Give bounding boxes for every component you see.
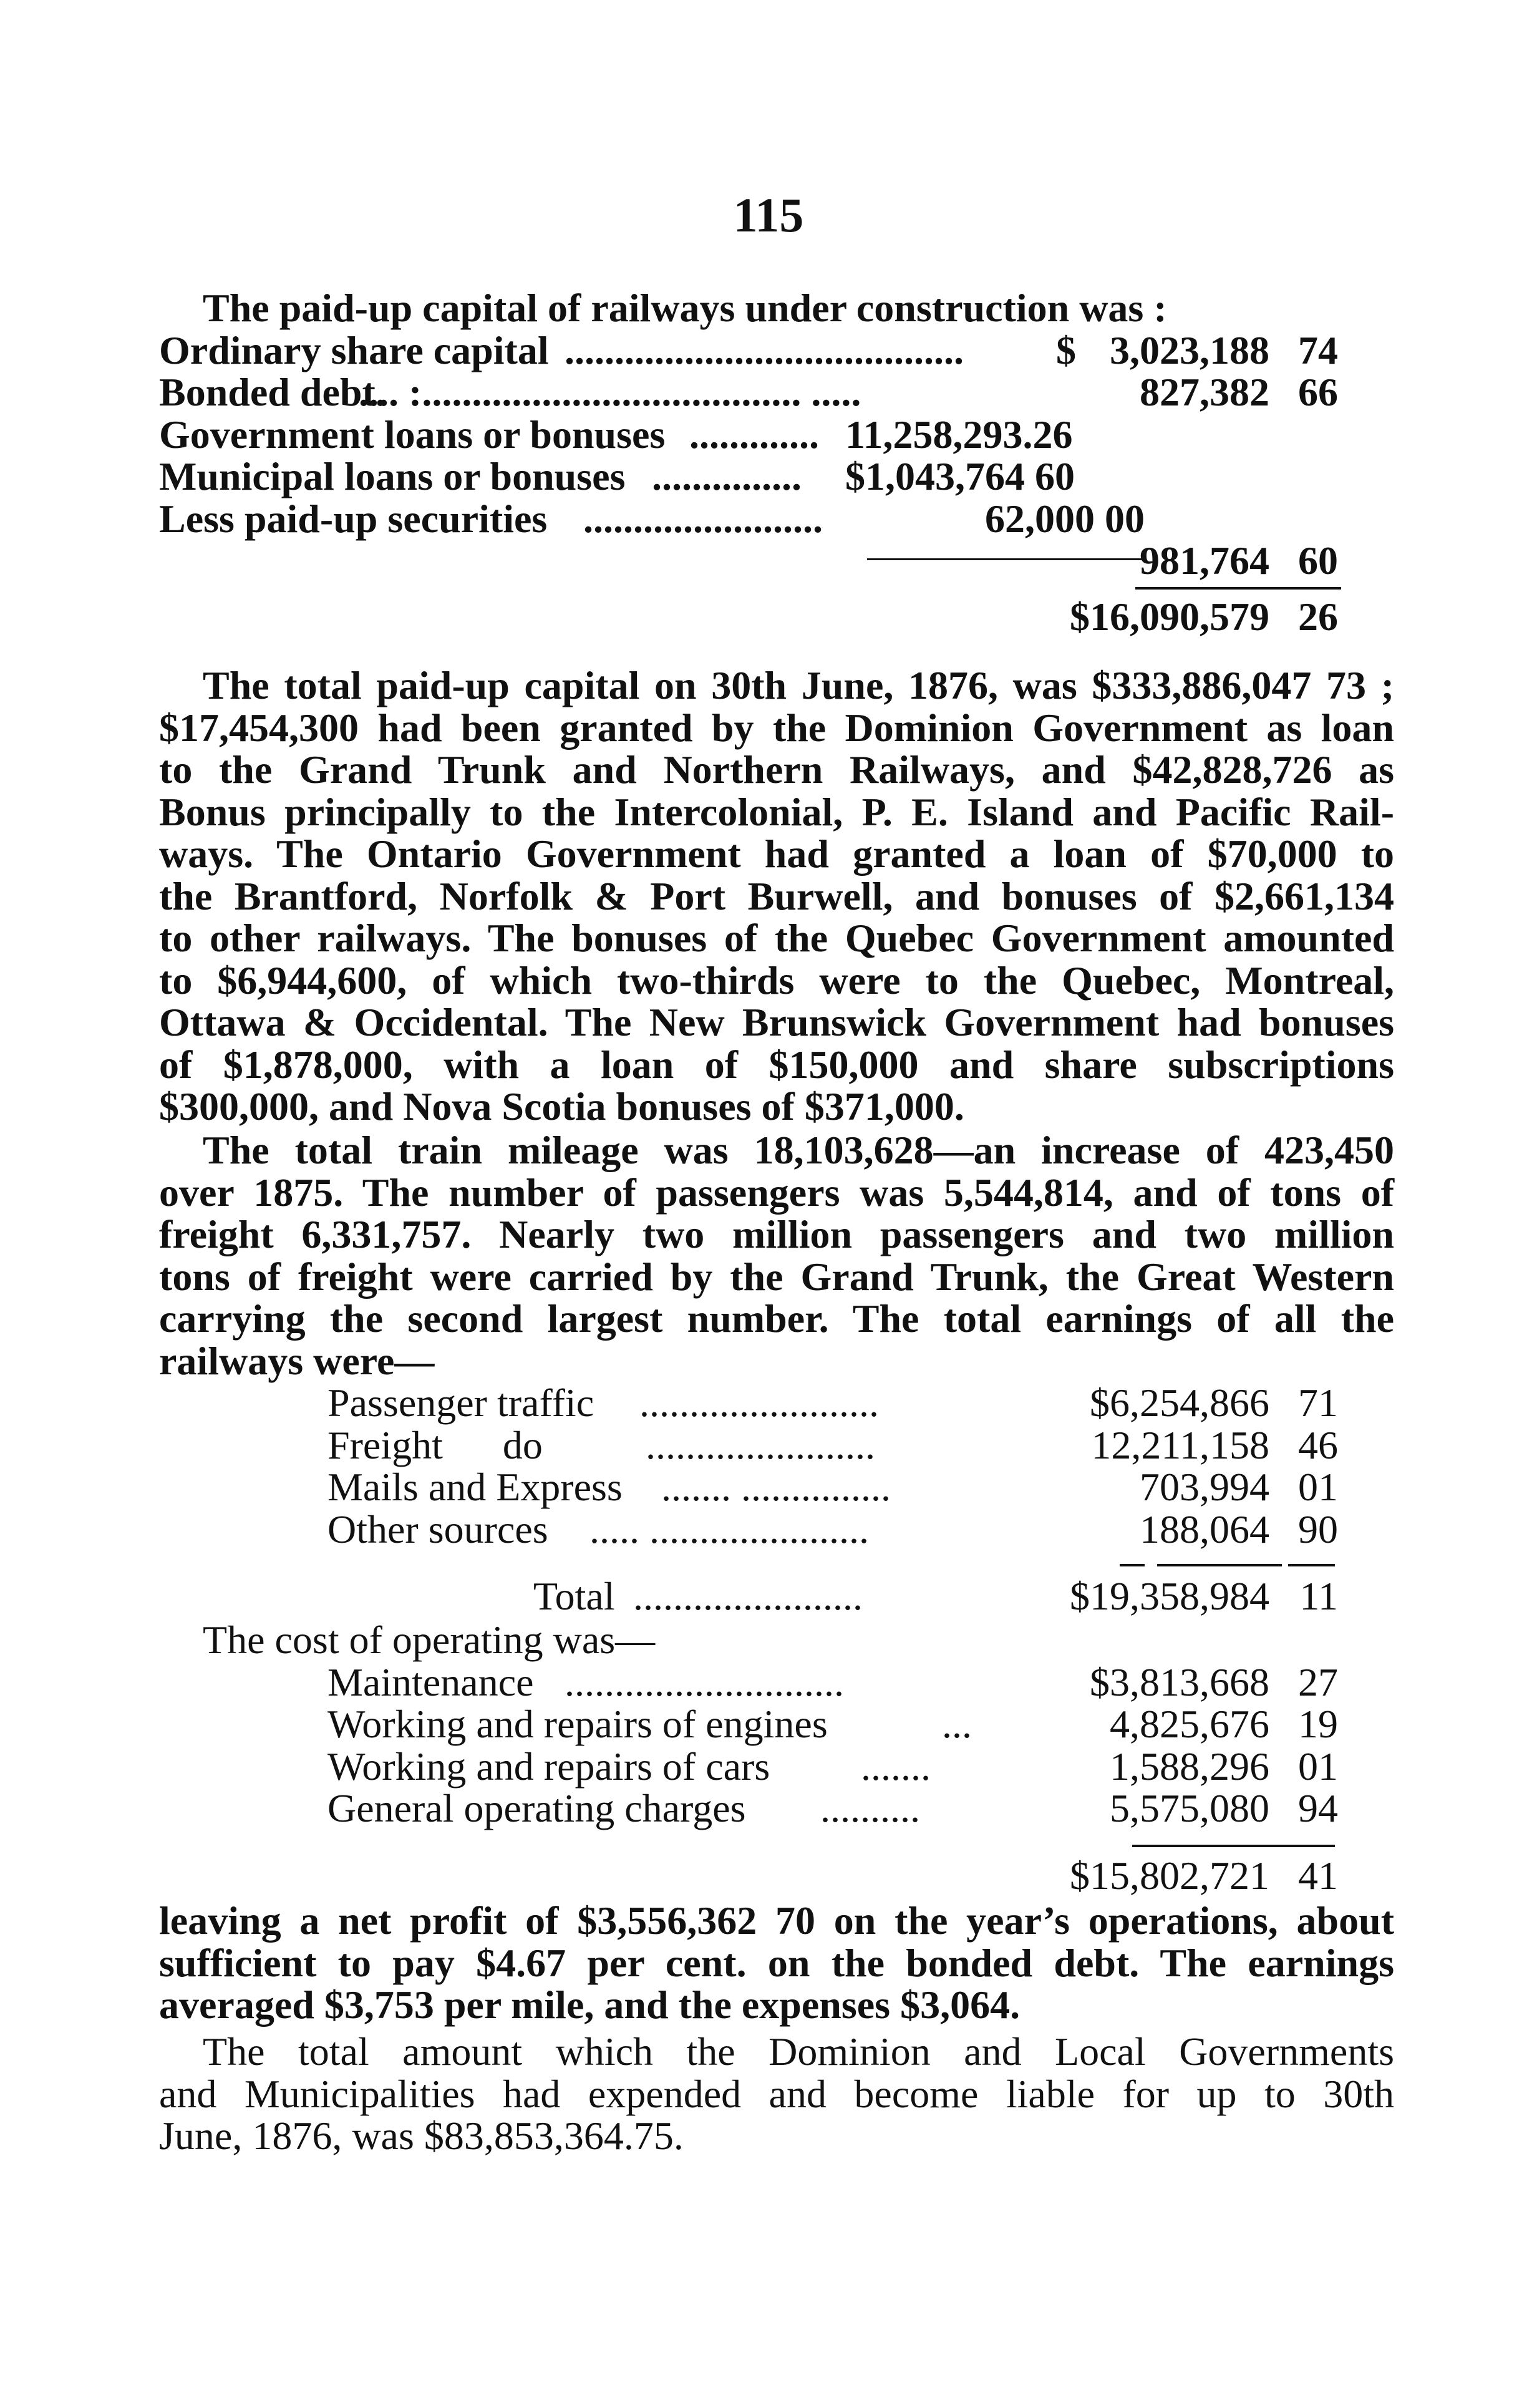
capital-row-municipal bbox=[159, 455, 1394, 498]
earnings-row bbox=[159, 1382, 1394, 1424]
capital-row-government bbox=[159, 414, 1394, 456]
earnings-label: Other sources bbox=[327, 1507, 548, 1551]
capital-row-ordinary bbox=[159, 329, 1394, 372]
text-line: The total amount which the Dominion and Local Governments bbox=[203, 2029, 1394, 2074]
dollar-sign: $ bbox=[1056, 328, 1076, 372]
text-line: $300,000, and Nova Scotia bonuses of $371,000. bbox=[159, 1084, 964, 1129]
text-line: The total train mileage was 18,103,628—an increase of 423,450 bbox=[203, 1128, 1394, 1172]
costs-cents: 01 bbox=[1298, 1744, 1338, 1789]
capital-row-total bbox=[159, 582, 1394, 638]
text-line: June, 1876, was $83,853,364.75. bbox=[159, 2114, 684, 2158]
earnings-label: Mails and Express bbox=[327, 1465, 623, 1509]
total-rule bbox=[1132, 1845, 1335, 1847]
leader-dots: ..... ...................... bbox=[589, 1507, 869, 1551]
paragraph-total-amount bbox=[159, 2031, 1394, 2157]
earnings-amount: 703,994 bbox=[1140, 1465, 1269, 1509]
earnings-cents: 71 bbox=[1298, 1381, 1338, 1425]
leader-dots: .... :...................................... ..... bbox=[359, 370, 861, 414]
earnings-amount: 188,064 bbox=[1140, 1507, 1269, 1551]
costs-row bbox=[159, 1661, 1394, 1704]
capital-row-label: Government loans or bonuses bbox=[159, 412, 666, 457]
earnings-total-row bbox=[159, 1575, 1394, 1618]
costs-cents: 19 bbox=[1298, 1702, 1338, 1746]
text-line: Bonus principally to the Intercolonial, P. E. Island and Pacific Rail- bbox=[159, 789, 1394, 834]
leader-dots: ........................................ bbox=[565, 328, 964, 372]
text-line: ways. The Ontario Government had granted a loan of $70,000 to bbox=[159, 832, 1394, 876]
capital-row-net bbox=[159, 540, 1394, 582]
earnings-cents: 01 bbox=[1298, 1465, 1338, 1509]
leader-dots: ........................ bbox=[583, 496, 823, 541]
leader-dots: ....................... bbox=[646, 1422, 875, 1467]
text-line: sufficient to pay $4.67 per cent. on the bonded debt. The earnings bbox=[159, 1940, 1394, 1985]
capital-row-bonded bbox=[159, 371, 1394, 414]
earnings-table bbox=[159, 1382, 1394, 1618]
costs-label: General operating charges bbox=[327, 1786, 746, 1830]
costs-label: Maintenance bbox=[327, 1659, 534, 1704]
capital-intro bbox=[159, 287, 1394, 329]
costs-total-cents: 41 bbox=[1298, 1853, 1338, 1898]
paragraph-mileage bbox=[159, 1129, 1394, 1382]
text-line: over 1875. The number of passengers was 5,544,814, and of tons of bbox=[159, 1170, 1394, 1215]
leader-dots: ....... ............... bbox=[661, 1465, 891, 1509]
earnings-total-label: Total bbox=[533, 1574, 615, 1618]
total-rule bbox=[1288, 1564, 1335, 1566]
text-line: to the Grand Trunk and Northern Railways, and $42,828,726 as bbox=[159, 747, 1394, 792]
text-line: averaged $3,753 per mile, and the expenses $3,064. bbox=[159, 1983, 1021, 2027]
capital-row-amount: 827,382 bbox=[1140, 370, 1269, 414]
costs-cents: 94 bbox=[1298, 1786, 1338, 1830]
costs-intro-text: The cost of operating was— bbox=[203, 1618, 656, 1662]
capital-row-subtotal: $1,043,764 60 bbox=[845, 454, 1075, 498]
leader-dots: ........................ bbox=[639, 1381, 879, 1425]
capital-row-subtotal: 62,000 00 bbox=[985, 496, 1145, 541]
costs-row bbox=[159, 1787, 1394, 1830]
earnings-row bbox=[159, 1466, 1394, 1508]
costs-amount: 5,575,080 bbox=[1110, 1786, 1269, 1830]
leader-dots: ... bbox=[942, 1702, 972, 1746]
capital-row-label: Ordinary share capital bbox=[159, 328, 549, 372]
text-line: $17,454,300 had been granted by the Dominion Government as loan bbox=[159, 705, 1394, 750]
paragraph-capital-total bbox=[159, 664, 1394, 1128]
text-line: carrying the second largest number. The total earnings of all the bbox=[159, 1296, 1394, 1341]
costs-row bbox=[159, 1703, 1394, 1745]
capital-row-amount: 3,023,188 bbox=[1110, 328, 1269, 372]
capital-section bbox=[159, 287, 1394, 638]
costs-label: Working and repairs of engines bbox=[327, 1702, 828, 1746]
text-line: the Brantford, Norfolk & Port Burwell, and bonuses of $2,661,134 bbox=[159, 873, 1394, 918]
text-line: leaving a net profit of $3,556,362 70 on the year’s operations, about bbox=[159, 1898, 1394, 1943]
leader-dots: ............................ bbox=[565, 1659, 844, 1704]
earnings-row bbox=[159, 1424, 1394, 1467]
earnings-amount: $6,254,866 bbox=[1090, 1381, 1269, 1425]
text-line: railways were— bbox=[159, 1338, 435, 1383]
costs-row bbox=[159, 1745, 1394, 1788]
earnings-rule-row bbox=[159, 1550, 1394, 1575]
costs-label: Working and repairs of cars bbox=[327, 1744, 770, 1789]
earnings-label: Passenger traffic bbox=[327, 1381, 594, 1425]
earnings-total-cents: 11 bbox=[1299, 1574, 1338, 1618]
capital-row-label: Bonded debt. bbox=[159, 370, 385, 414]
capital-row-cents: 74 bbox=[1298, 328, 1338, 372]
text-line: and Municipalities had expended and become liable for up to 30th bbox=[159, 2071, 1394, 2116]
text-line: freight 6,331,757. Nearly two million passengers and two million bbox=[159, 1212, 1394, 1256]
leader-dots: ............. bbox=[689, 412, 819, 457]
costs-amount: 4,825,676 bbox=[1110, 1702, 1269, 1746]
capital-row-cents: 66 bbox=[1298, 370, 1338, 414]
costs-amount: $3,813,668 bbox=[1090, 1659, 1269, 1704]
capital-row-label: Municipal loans or bonuses bbox=[159, 454, 626, 498]
leader-dots: ....... bbox=[861, 1744, 931, 1789]
rule-dash bbox=[1120, 1564, 1145, 1566]
text-line: to other railways. The bonuses of the Quebec Government amounted bbox=[159, 916, 1394, 960]
earnings-row bbox=[159, 1508, 1394, 1551]
earnings-cents: 90 bbox=[1298, 1507, 1338, 1551]
text-line: Ottawa & Occidental. The New Brunswick Government had bonuses bbox=[159, 1000, 1394, 1044]
capital-row-less bbox=[159, 498, 1394, 540]
costs-cents: 27 bbox=[1298, 1659, 1338, 1704]
total-rule bbox=[1135, 587, 1341, 590]
text-line: The total paid-up capital on 30th June, 1876, was $333,886,047 73 ; bbox=[203, 663, 1394, 707]
capital-row-subtotal: 11,258,293.26 bbox=[845, 412, 1073, 457]
capital-net-amount: 981,764 bbox=[1140, 538, 1269, 583]
earnings-label: Freight do bbox=[327, 1422, 543, 1467]
earnings-cents: 46 bbox=[1298, 1422, 1338, 1467]
total-rule bbox=[1157, 1564, 1282, 1566]
leader-dots: .......... bbox=[820, 1786, 920, 1830]
costs-total-amount: $15,802,721 bbox=[1070, 1853, 1269, 1898]
costs-amount: 1,588,296 bbox=[1110, 1744, 1269, 1789]
capital-intro-text: The paid-up capital of railways under construction was : bbox=[203, 286, 1167, 330]
text-line: to $6,944,600, of which two-thirds were to the Quebec, Montreal, bbox=[159, 958, 1394, 1003]
capital-total-cents: 26 bbox=[1298, 594, 1338, 639]
costs-total-row bbox=[159, 1855, 1394, 1897]
costs-intro bbox=[159, 1619, 1394, 1661]
earnings-total-amount: $19,358,984 bbox=[1070, 1574, 1269, 1618]
text-line: of $1,878,000, with a loan of $150,000 and share subscriptions bbox=[159, 1042, 1394, 1087]
costs-rule-row bbox=[159, 1830, 1394, 1855]
capital-row-label: Less paid-up securities bbox=[159, 496, 548, 541]
leader-dots: ....................... bbox=[633, 1574, 863, 1618]
paragraph-net-profit bbox=[159, 1900, 1394, 2026]
leader-dots: ............... bbox=[652, 454, 802, 498]
text-line: tons of freight were carried by the Grand Trunk, the Great Western bbox=[159, 1254, 1394, 1299]
earnings-amount: 12,211,158 bbox=[1091, 1422, 1269, 1467]
capital-net-cents: 60 bbox=[1298, 538, 1338, 583]
costs-table bbox=[159, 1619, 1394, 1896]
page-number: 115 bbox=[733, 188, 804, 242]
capital-total-amount: $16,090,579 bbox=[1070, 594, 1269, 639]
